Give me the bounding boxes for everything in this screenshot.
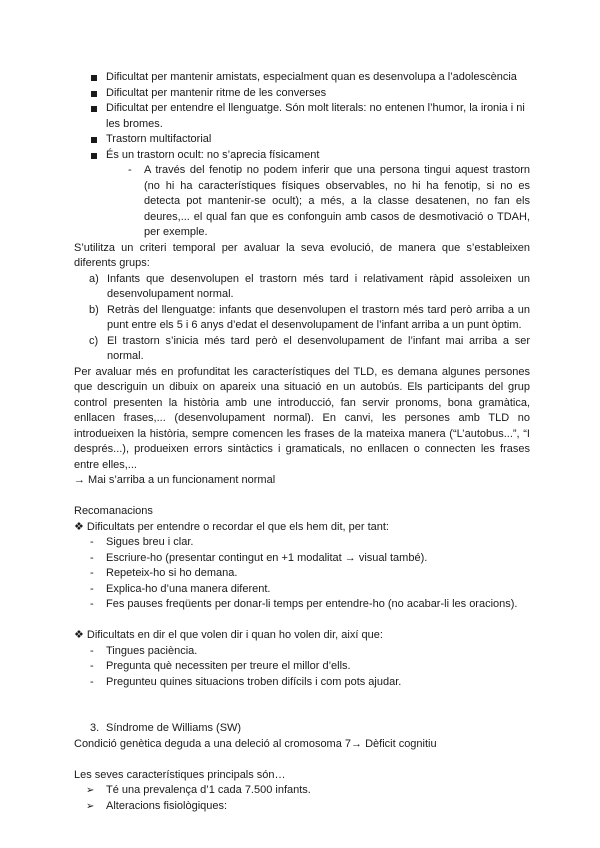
section-heading: 3. Síndrome de Williams (SW) (90, 722, 242, 734)
recommendation-item: - Repeteix-ho si ho demana. (74, 566, 530, 582)
dash-marker: - (90, 598, 94, 610)
recommendation-item: - Tingues paciència. (74, 644, 530, 660)
dash-marker: - (128, 164, 132, 176)
sub-list-item: - A través del fenotip no podem inferir que una persona tingui aquest trastorn (no hi ha característiques físiques observables, no hi ha fenotip, si no es detecta pot mantenir-se ocult); a més, a la classe desatenen, no fan els deures,... el qual fan que es confonguin amb casos de desmotivació o TDAH, per exemple. (128, 164, 530, 238)
recommendation-heading: ❖ Dificultats per entendre o recordar el que els hem dit, per tant: (74, 520, 389, 533)
square-bullet-icon (91, 153, 97, 159)
recommendation-heading: ❖ Dificultats en dir el que volen dir i quan ho volen dir, així que: (74, 629, 383, 641)
group-item: a) Infants que desenvolupen el trastorn més tard i relativament ràpid assoleixen un desenvolupament normal. (89, 272, 530, 300)
arrow-bullet-icon: ➢ (86, 785, 95, 796)
square-bullet-icon (91, 75, 97, 81)
document-page (74, 70, 530, 814)
square-bullet-icon (91, 137, 97, 143)
recommendation-item: - Escriure-ho (presentar contingut en +1 modalitat → visual també). (74, 551, 530, 567)
square-bullet-icon (91, 106, 97, 112)
sw-intro: Les seves característiques principals són… (74, 768, 286, 781)
dash-marker: - (90, 536, 94, 548)
group-item: c) El trastorn s’inicia més tard però el desenvolupament de l’infant mai arriba a ser normal. (89, 334, 530, 362)
dash-marker: - (90, 567, 94, 579)
list-item: Dificultat per entendre el llenguatge. Són molt literals: no entenen l’humor, la ironia i ni les bromes. (74, 101, 530, 132)
recommendation-item: - Fes pauses freqüents per donar-li temps per entendre-ho (no acabar-li les oracions). (74, 597, 530, 613)
paragraph-tld: Per avaluar més en profunditat les característiques del TLD, es demana algunes persones que descriguin un dibuix on apareix una situació en un autobús. Els participants del grup control presenten la història amb une introducció, fan servir pronoms, bona gramàtica, enllacen frases,... (desenvolupament normal). En canvi, les persones amb TLD no introdueixen la història, sempre comencen les frases de la mateixa manera (“L’autobus...”, “I després...), produeixen errors sintàctics i gramaticals, no enllacen o connecten les frases entre elles,... (74, 365, 530, 471)
recommendation-item: - Explica-ho d’una manera diferent. (74, 582, 530, 598)
recommendation-item: - Pregunta què necessiten per treure el millor d’ells. (74, 659, 530, 675)
conclusion-line: → Mai s’arriba a un funcionament normal (74, 474, 276, 486)
paragraph-criteri: S’utilitza un criteri temporal per avaluar la seva evolució, de manera que s’estableixen diferents grups: (74, 241, 530, 269)
list-item: Dificultat per mantenir amistats, especialment quan es desenvolupa a l’adolescència (74, 70, 530, 86)
list-item: Dificultat per mantenir ritme de les converses (74, 86, 530, 102)
sw-item: ➢ Té una prevalença d’1 cada 7.500 infants. (74, 783, 530, 799)
list-item: És un trastorn ocult: no s’aprecia físicament (74, 148, 530, 164)
dash-marker: - (90, 582, 94, 595)
dash-marker: - (90, 644, 94, 657)
recommendation-item: - Pregunteu quines situacions troben difícils i com pots ajudar. (74, 675, 530, 691)
sw-item: ➢ Alteracions fisiològiques: (74, 799, 530, 815)
recommendations-title: Recomanacions (74, 505, 153, 517)
group-item: b) Retràs del llenguatge: infants que desenvolupen el trastorn més tard però arriba a un punt entre els 5 i 6 anys d’edat el desenvolupament de l’infant arriba a un punt òptim. (89, 303, 530, 331)
dash-marker: - (90, 660, 94, 672)
dash-marker: - (90, 551, 94, 564)
sw-definition: Condició genètica deguda a una deleció al cromosoma 7→ Dèficit cognitiu (74, 737, 437, 750)
dash-marker: - (90, 675, 94, 688)
recommendation-item: - Sigues breu i clar. (74, 535, 530, 551)
arrow-bullet-icon: ➢ (86, 800, 95, 812)
square-bullet-icon (91, 91, 97, 97)
list-item: Trastorn multifactorial (74, 132, 530, 148)
